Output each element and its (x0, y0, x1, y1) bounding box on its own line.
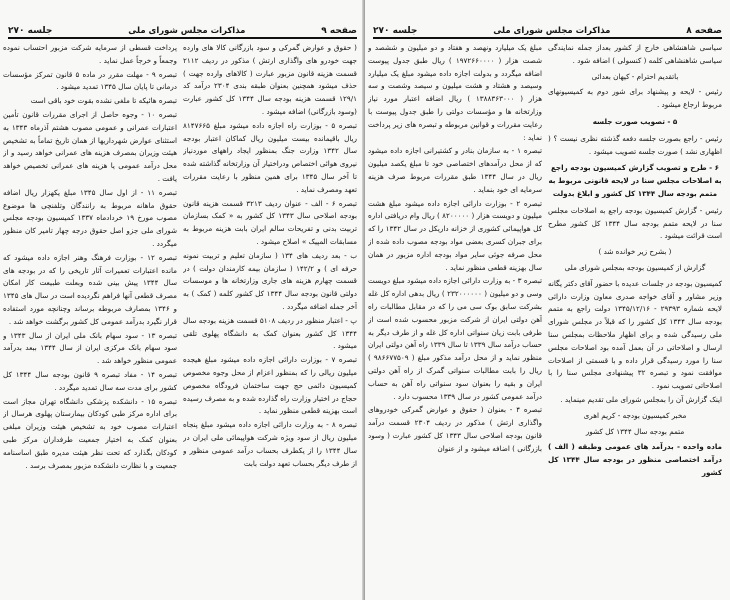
note-15: تبصره ۱۵ - دانشکده پزشکی دانشگاه تهران مجاز است برای اداره مرکز طبی کودکان بیمارستان پهلوی هرسال از اعتبارات مصوب خود به تشخیص هیئت وزیران مبلغی بعنوان کمک به اختیار جمعیت طرفداران مرکز طبی کودکان بگذارد که تحت نظر هیئت مدیره طبق اساسنامه جمعیت و با نظارت دانشکده مزبور بمصرف برسد . (3, 396, 177, 470)
note-12: تبصره ۱۲ - بوزارت فرهنگ وهنر اجازه داده میشود که مانده اعتبارات تعمیرات آثار تاریخی را که در بودجه های سال ۱۳۴۴ پیش بینی شده وبعلت طبیعت کار امکان مصرف قطعی آنها فراهم نگردیده است در سال های ۱۳۴۵ و ۱۳۴۶ بمصارف مربوطه برساند وچنانچه مورد استفاده قرار نگیرد بدرآمد عمومی کل کشور برگشت خواهد شد . (3, 252, 177, 326)
paragraph: رئیس - گزارش کمیسیون بودجه راجع به اصلاحات مجلس سنا در لایحه متمم بودجه سال ۱۳۴۴ کل کشور مطرح است قرائت میشود . (548, 205, 722, 241)
single-article: ماده واحده - بدرآمد های عمومی وطبقه ( الف ) درآمد اختصاصی منظور در بودجه سال ۱۳۴۴ کل کشور (548, 442, 722, 477)
note-8: تبصره ۸ - به وزارت دارائی اجازه داده میشود مبلغ پنجاه میلیون ریال از سود ویژه شرکت هواپیمائی ملی ایران در سال ۱۳۴۴ را از یکطرف بحساب درآمد عمومی منظور و از طرف دیگر بحساب تعهد دولت بابت (183, 420, 357, 468)
note-remaining: تبصره هائیکه تا ملغی نشده بقوت خود باقی است (30, 96, 177, 106)
section-heading-5: ۵ - تصویب صورت جلسه (592, 116, 678, 126)
right-page-left-column (368, 42, 542, 597)
paragraph: مبلغ یک میلیارد ونهصد و هفتاد و دو میلیون و ششصد و شصت هزار ( ۱۹۷۲۶۶۰۰۰۰ ) ریال طبق جدول پیوست اضافه میگردد و بدولت اجازه داده میشود مبلغ یک میلیارد وسیصد و هشتاد و هشت میلیون و سیصد وشصت و سه هزار ( ۱۳۸۸۳۶۳۰۰۰ ) ریال اضافه اعتبار مورد نیاز وزارتخانه ها و مؤسسات دولتی را طبق جدول پیوست با رعایت مقررات و قوانین مربوطه و تبصره های زیر پرداخت نماید : (368, 43, 542, 142)
session-number: جلسه ۲۷۰ (8, 26, 53, 36)
right-page-right-column (548, 42, 722, 597)
page-number: صفحه ۸ (686, 26, 722, 36)
note-4: تبصره ۴ - بعنوان ( حقوق و عوارض گمرکی خودروهای واگذاری ارتش ) مذکور در ردیف ۲۳۰۴ قسمت درآمد قانون بودجه اصلاحی سال ۱۳۴۳ کل کشور عبارت ( وسود بازرگانی ) اضافه میشود و از عنوان (368, 405, 542, 453)
right-page (365, 0, 730, 600)
note-13: تبصره ۱۳ - سود سهام بانک ملی ایران از سال ۱۳۴۳ و سود سهام بانک مرکزی ایران از سال ۱۳۴۴ ببعد بدرآمد عمومی منظور خواهد شد . (3, 330, 177, 366)
paragraph: رئیس - لایحه و پیشنهاد برای شور دوم به کمیسیونهای مربوط ارجاع میشود . (548, 87, 722, 110)
note-9: تبصره ۹ - مهلت مقرر در ماده ۵ قانون تمرکز مؤسسات درمانی تا پایان سال ۱۳۴۵ تمدید میشود . (3, 69, 177, 92)
signature: باتقدیم احترام - کیهان بعدائی (591, 71, 679, 81)
publication-title: مذاکرات مجلس شورای ملی (493, 26, 611, 36)
section-heading-6: ۶ - طرح و تصویب گزارش کمیسیون بودجه راجع به اصلاحات مجلس سنا در لایحه قانونی مربوط به متمم بودجه سال ۱۳۴۴ کل کشور و ابلاغ بدولت (548, 163, 722, 198)
paragraph: پرداخت قسطی از سرمایه شرکت مزبور احتساب نموده وجمعاً و خرجاً عمل نماید . (3, 43, 177, 65)
paragraph: کمیسیون بودجه در جلسات عدیده با حضور آقای دکتر یگانه وزیر مشاور و آقای خواجه صدری معاون وزارت دارائی لایحه شماره ۲۹۳۹۳ - ۱۳۴۵/۱۲/۱۶ دولت راجع به متمم بودجه سال ۱۳۴۴ کل کشور را که قبلاً در مجلس شورای ملی رسیدگی شده و برای اظهار ملاحظات بمجلس سنا ارسال و اصلاحاتی در آن بعمل آمده بود اصلاحات مجلس سنا را مورد رسیدگی قرار داده و با قسمتی از اصلاحات موافقت نمود و تبصره ۳۲ پیشنهادی مجلس سنا را با اصلاحاتی تصویب نمود . (548, 278, 722, 391)
note-3: تبصره ۳ - به وزارت دارائی اجازه داده میشود مبلغ دویست وسی و دو میلیون ( ۲۳۲۰۰۰۰۰۰ ) ریال بدهی اداره کل غله بشرکت سابق بوک سی می را که در مقابل مطالبات راه آهن دولتی ایران از شرکت مزبور محسوب شده است از طرفی بابت زیان سنواتی اداره کل غله و از طرف دیگر به حساب درآمد سال ۱۳۳۹ تا سال ۱۳۳۹ راه آهن دولتی ایران منظور نماید و از محل درآمد مذکور مبلغ ( ۹۸۶۶۷۷۵۰۹ ) ریال را بابت مطالبات سنواتی گمرک از راه آهن دولتی ایران و بقیه را بعنوان سود سنواتی راه آهن به حساب درآمد عمومی کشور در سال ۱۳۳۹ محسوب دارد . (368, 276, 542, 401)
note-11: تبصره ۱۱ - از اول سال ۱۳۴۵ مبلغ یکهزار ریال اضافه حقوق ماهانه مربوط به رانندگان وتلفنچی ها موضوع مصوب مورخ ۱۹ خردادماه ۱۳۳۷ کمیسیون بودجه مجلس شورای ملی جزو اصل حقوق درجه چهار تامیر کان منظور میگردد . (3, 187, 177, 248)
report-title: گزارش از کمیسیون بودجه بمجلس شورای ملی (564, 262, 706, 272)
note-5: تبصره ۵ - بوزارت راه اجازه داده میشود مبلغ ۸۱۴۷۶۶۵ ریال باقیمانده بیست میلیون ریال کماکان اعتبار بودجه سال ۱۳۴۲ وزارت جنگ بمنظور ایجاد راههای موردنیاز نیروی هوائی اختصاص ودراختیار آن وزارتخانه گذاشته شده تا آخر سال ۱۳۴۵ برای همین منظور با رعایت مقررات تعهد ومصرف نماید . (183, 120, 357, 194)
rapporteur: مخبر کمیسیون بودجه - کریم اهری (583, 410, 687, 420)
note-10: تبصره ۱۰ - وجوه حاصل از اجرای مقررات قانون تأمین اعتبارات عمرانی و عمومی مصوب هشتم آذرماه ۱۳۴۳ به استثنای عوارض شهرداریها از همان تاریخ تماماً به تشخیص هیئت وزیران بمصرف هزینه های عمرانی خواهد رسید و از محل درآمد عمومی یا هزینه های عمرانی تخصیص خواهد یافت . (3, 109, 177, 183)
paragraph: ( حقوق و عوارض گمرکی و سود بازرگانی کالا های وارده جهت خودرو های واگذاری ارتش ) مذکور در ردیف ۲۱۱۲ قسمت هزینه قانون مزبور عبارت ( کالاهای وارده جهت ) حذف میشود همچنین بعنوان طبقه بندی ۲۳۰۴ درآمد کد ۱۲۹/۱ قسمت هزینه بودجه سال ۱۳۴۴ کل کشور عبارت (وسود بازرگانی) اضافه میشود . (183, 43, 357, 116)
reading-note: ( بشرح زیر خوانده شد ) (598, 247, 672, 257)
left-page-right-column (183, 42, 357, 597)
paragraph: اینک گزارش آن را بمجلس شورای ملی تقدیم مینماید . (560, 394, 722, 404)
note-6: تبصره ۶ - الف - عنوان ردیف ۳۲۱۳ قسمت هزینه قانون بودجه اصلاحی سال ۱۳۴۳ کل کشور به « کمک بسازمان تربیت بدنی و تفریحات سالم ایران بابت هزینه مربوط به مسابقات المپیک » اصلاح میشود . (183, 198, 357, 246)
paragraph: سیاسی شاهنشاهی خارج از کشور بعداز جمله نمایندگی سیاسی شاهنشاهی کلمه ( کنسولی ) اضافه شود . (548, 43, 722, 65)
note-14: تبصره ۱۴ - مفاد تبصره ۹ قانون بودجه سال ۱۳۴۴ کل کشور برای مدت سه سال تمدید میگردد . (3, 369, 177, 392)
note-7: تبصره ۷ - بوزارت دارائی اجازه داده میشود مبلغ هیجده میلیون ریالی را که بمنظور اعزام از محل وجوه مخصوص کمیسیون دائمی حج جهت ساختمان فرودگاه مخصوص حجاج در اختیار وزارت راه گذارده شده و به مصرف رسیده است بهزینه قطعی منظور نماید . (183, 355, 357, 416)
left-page-left-column (3, 42, 177, 597)
note-2: تبصره ۲ - بوزارت دارائی اجازه داده میشود مبلغ هشت میلیون و دویست هزار ( ۸۲۰۰۰۰۰ ) ریال وام دریافتی اداره کل هواپیمائی کشوری از خزانه داریکل در سال ۱۳۴۲ را که برای جبران کسری بعضی مواد بودجه مصوب داده شده از محل صرفه جوئی سایر مواد بودجه اداره مزبور در همان سال بهزینه قطعی منظور نماید . (368, 198, 542, 272)
right-page-header (373, 22, 722, 39)
note-1: تبصره ۱ - به سازمان بنادر و کشتیرانی اجازه داده میشود که از محل درآمدهای اختصاصی خود تا مبلغ یکصد میلیون ریال در سال ۱۳۴۴ طبق مقررات مربوط صرف هزینه سرمایه ای خود بنماید . (368, 146, 542, 194)
note-6b: ب - بعد ردیف های ۱۳۴ ( سازمان تعلیم و تربیت نمونه حرفه ای ) و ۱۴۲/۲ ( سازمان بیمه کارمندان دولت ) در قسمت چهارم هزینه های جاری وزارتخانه ها و موسسات دولتی قانون بودجه سال ۱۳۴۴ کل کشور کلمه ( کمک ) به آخر جمله اضافه میگردد . (183, 250, 357, 311)
paragraph: رئیس - راجع بصورت جلسه دفعه گذشته نظری نیست ؟ ( اظهاری نشد ) صورت جلسه تصویب میشود . (548, 133, 722, 156)
left-page-header (8, 22, 357, 39)
bill-title: متمم بودجه سال ۱۳۴۴ کل کشور (585, 426, 685, 436)
note-6c: پ - اعتبار منظور در ردیف ۵۱۰۸ قسمت هزینه بودجه سال ۱۳۴۴ کل کشور بعنوان کمک به دانشگاه پهلوی تلقی میشود . (183, 315, 357, 351)
publication-title: مذاکرات مجلس شورای ملی (128, 26, 246, 36)
session-number: جلسه ۲۷۰ (373, 26, 418, 36)
page-number: صفحه ۹ (321, 26, 357, 36)
